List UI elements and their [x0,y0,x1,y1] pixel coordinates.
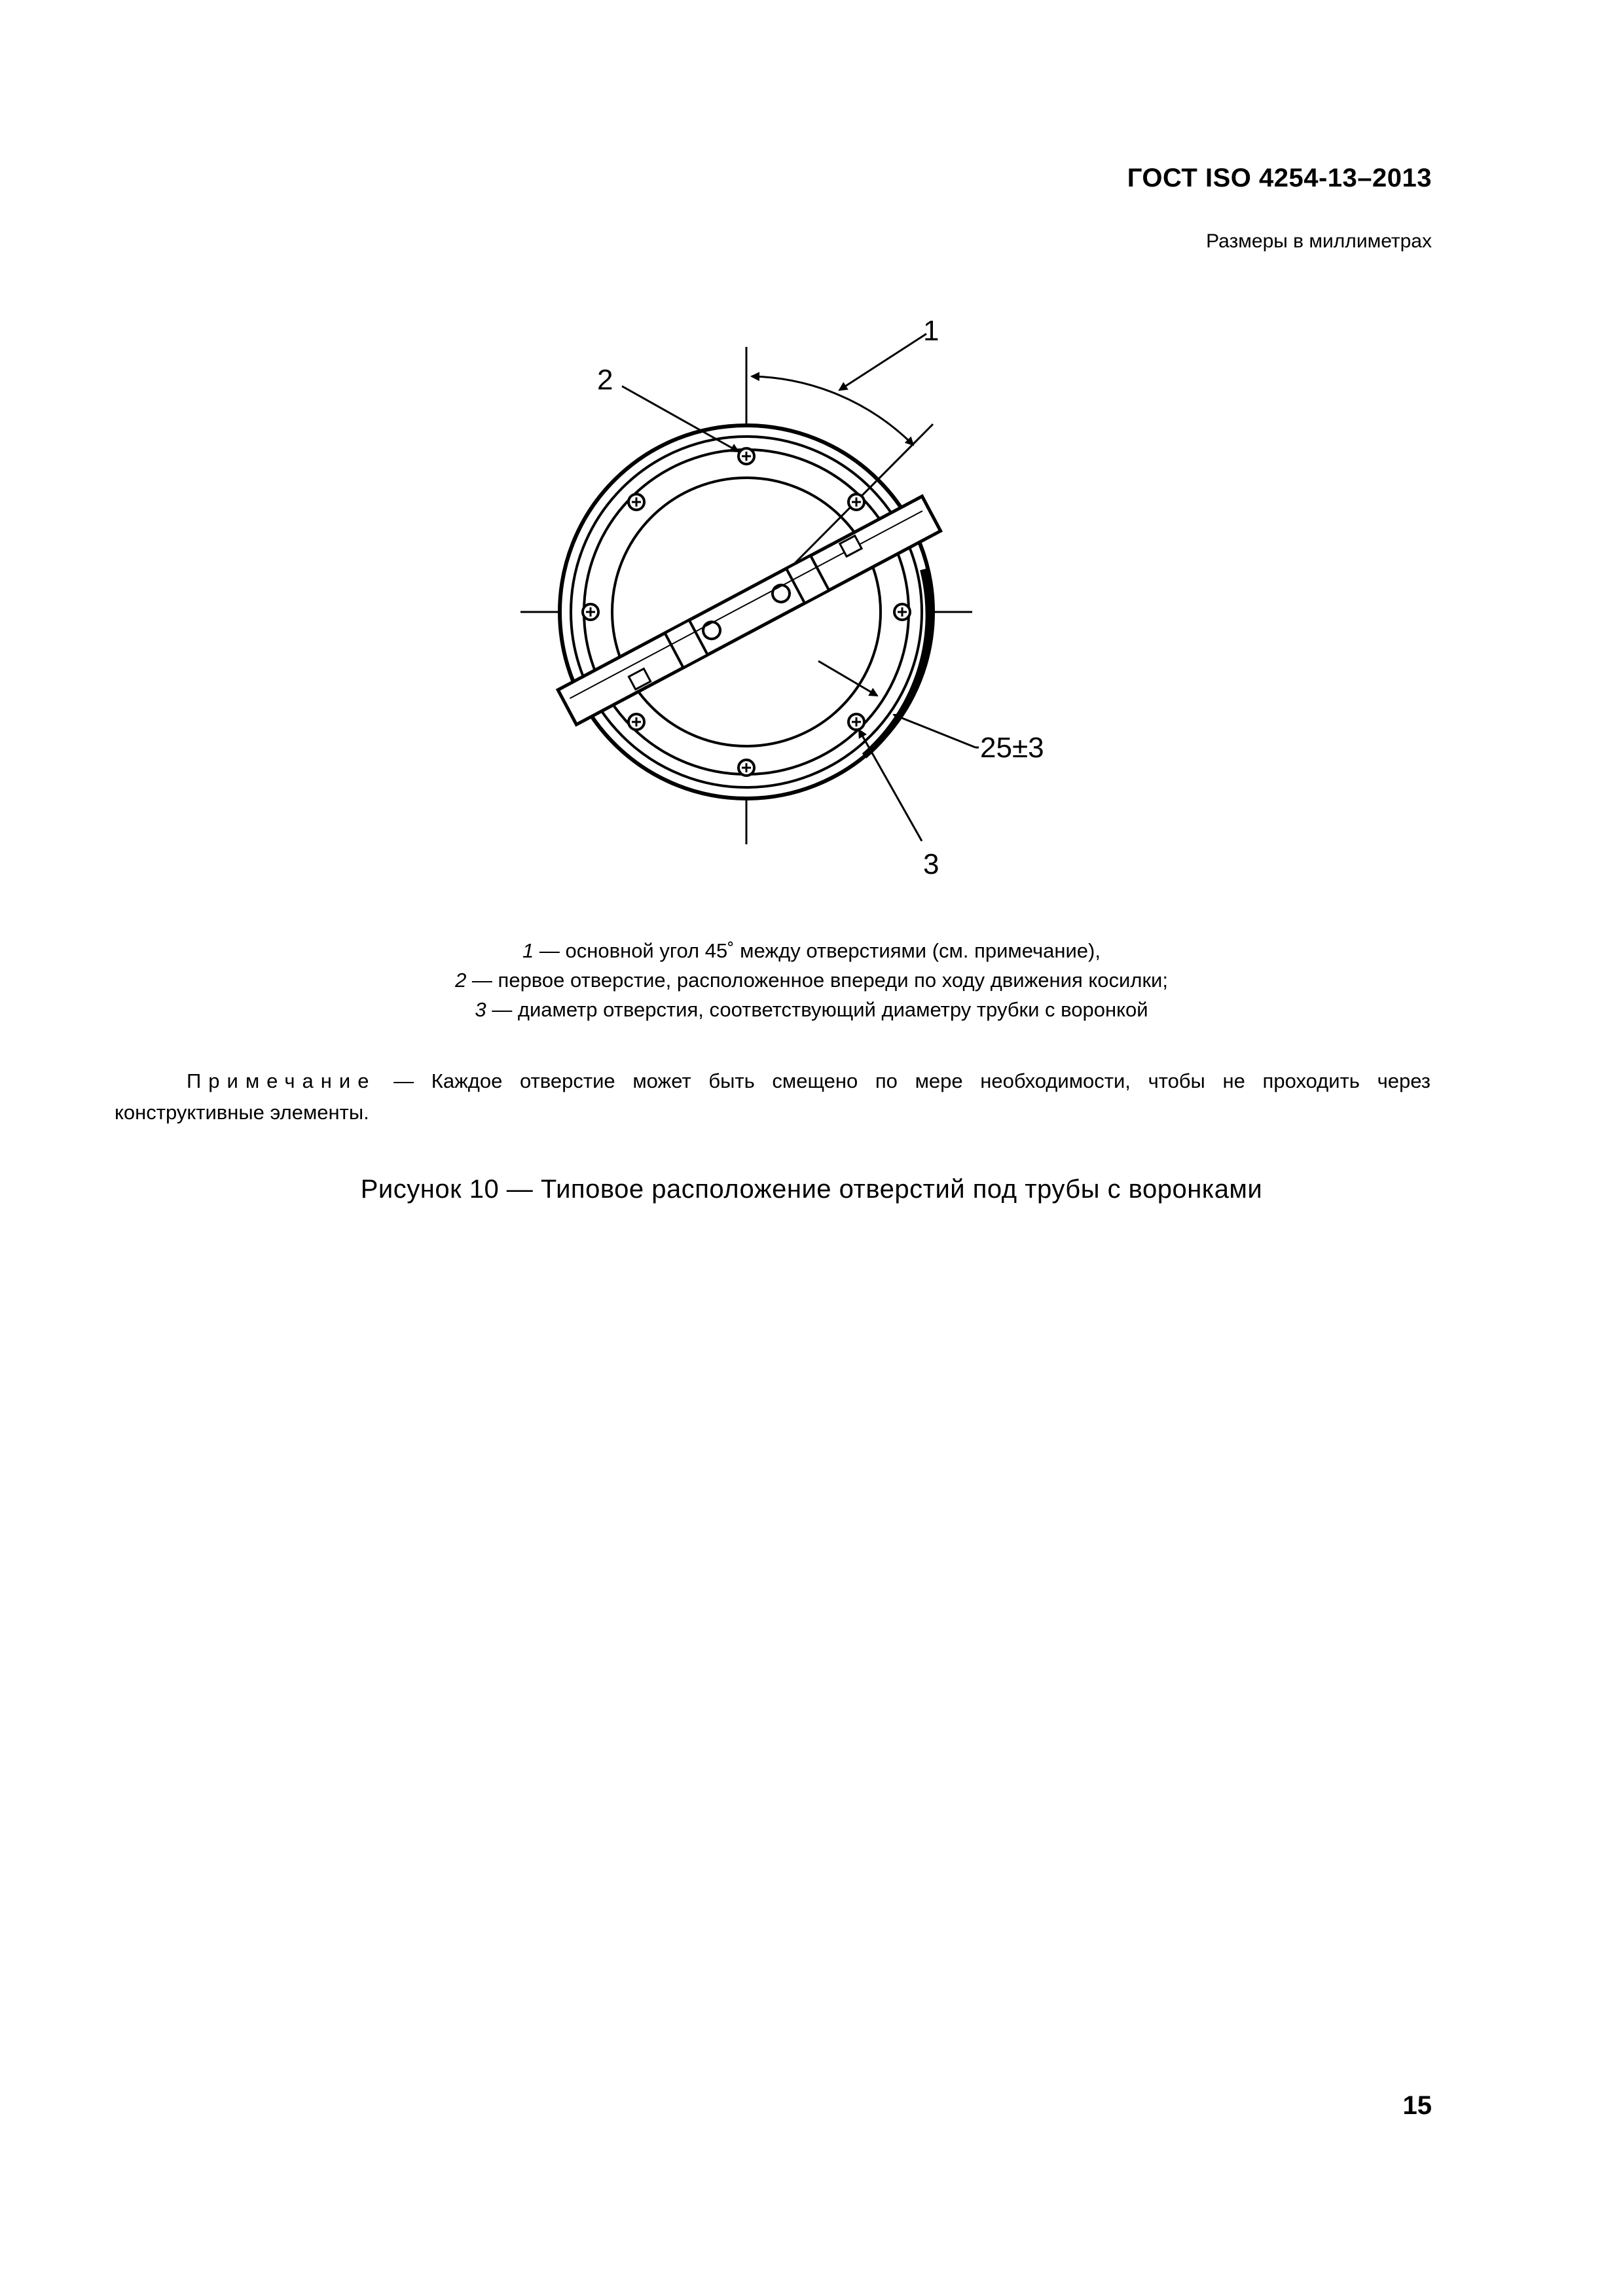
label-3: 3 [923,848,939,880]
bolt-hole [629,714,644,730]
bolt-hole [583,604,598,620]
legend-item: 1 — основной угол 45˚ между отверстиями (см. примечание), [522,939,1101,962]
document-standard-title: ГОСТ ISO 4254-13–2013 [1127,164,1432,192]
leader-1 [839,334,926,390]
figure-note [115,1066,1431,1128]
legend-item: 2 — первое отверстие, расположенное впереди по ходу движения косилки; [455,969,1168,992]
leader-3 [859,730,922,841]
bolt-hole [739,760,754,776]
page-number: 15 [1402,2091,1432,2120]
label-1: 1 [923,315,939,347]
units-note: Размеры в миллиметрах [1206,230,1432,252]
legend-item: 3 — диаметр отверстия, соответствующий диаметру трубки с воронкой [475,998,1148,1021]
figure-caption: Рисунок 10 — Типовое расположение отверстий под трубы с воронками [360,1175,1263,1204]
bolt-hole [848,714,864,730]
note-text: — Каждое отверстие может быть смещено по мере необходимости, чтобы не проходить через конструктивные элементы. [115,1069,1431,1124]
bolt-hole [739,448,754,464]
leader-dimension [894,715,976,747]
figure-legend [0,936,1623,1024]
bolt-hole [629,494,644,510]
label-2: 2 [597,364,613,396]
bolt-hole [894,604,910,620]
dimension-label: 25±3 [980,732,1044,764]
note-prefix: Примечание [187,1069,376,1092]
bolt-hole [848,494,864,510]
technical-drawing [0,0,1623,916]
